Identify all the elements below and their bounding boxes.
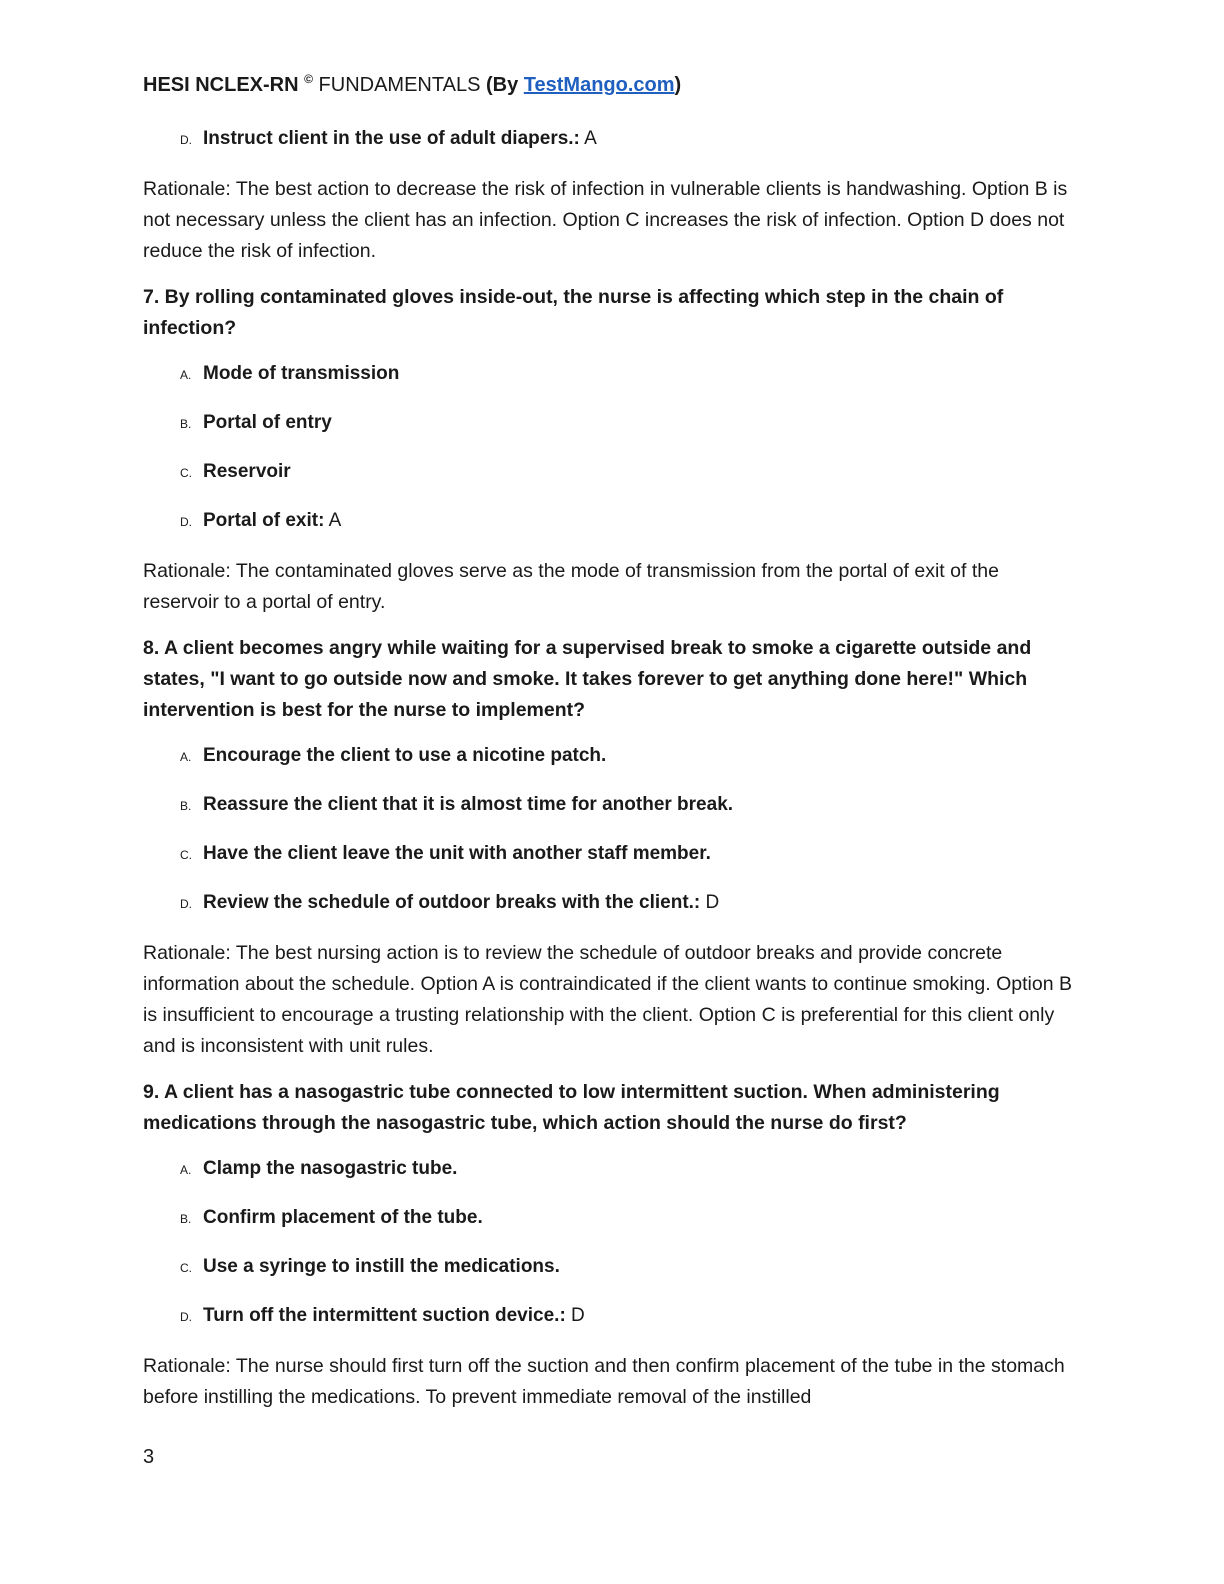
option-letter: A. (180, 750, 192, 764)
page-number: 3 (143, 1446, 155, 1468)
option-letter: C. (180, 848, 192, 862)
option-text: Turn off the intermittent suction device.: (203, 1305, 566, 1326)
q9-rationale: Rationale: The nurse should first turn off the suction and then confirm placement of the tube in the stomach before instilling the medications. To prevent immediate removal of the instilled (143, 1355, 1065, 1408)
q9-option-a (180, 1155, 1073, 1184)
q7-rationale: Rationale: The contaminated gloves serve as the mode of transmission from the portal of exit of the reservoir to a portal of entry. (143, 560, 999, 613)
q8-option-c (180, 840, 1073, 869)
option-text: Instruct client in the use of adult diapers.: (203, 128, 580, 149)
option-text: Reservoir (203, 461, 291, 482)
header-title: HESI NCLEX-RN (143, 74, 299, 96)
testmango-link[interactable]: TestMango.com (523, 74, 675, 96)
option-text: Reassure the client that it is almost time for another break. (203, 794, 734, 815)
option-text: Confirm placement of the tube. (203, 1207, 483, 1228)
q9-option-d (180, 1302, 1073, 1331)
option-letter: B. (180, 1212, 192, 1226)
q8-rationale: Rationale: The best nursing action is to review the schedule of outdoor breaks and provide concrete information about the schedule. Option A is contraindicated if the client wants to continue smoking. Option B is insufficient to encourage a trusting relationship with the client. Option C is preferential for this client only and is inconsistent with unit rules. (143, 942, 1072, 1057)
option-letter: A. (180, 368, 192, 382)
q9-option-b (180, 1204, 1073, 1233)
option-answer: A (324, 510, 342, 531)
q7-option-b (180, 409, 1073, 438)
q6-option-d (180, 125, 1073, 154)
option-text: Have the client leave the unit with another staff member. (203, 843, 711, 864)
q9-option-c (180, 1253, 1073, 1282)
option-answer: A (579, 128, 597, 149)
q7-option-c (180, 458, 1073, 487)
header-by-close: ) (674, 74, 682, 96)
option-text: Encourage the client to use a nicotine patch. (203, 745, 607, 766)
option-text: Mode of transmission (203, 363, 400, 384)
document-page (143, 72, 1073, 1428)
header-by-open: (By (485, 74, 519, 96)
page-header (143, 74, 1073, 97)
option-answer: D (700, 892, 720, 913)
option-letter: D. (180, 1310, 192, 1324)
option-letter: D. (180, 897, 192, 911)
q8-option-a (180, 742, 1073, 771)
q8-option-b (180, 791, 1073, 820)
option-text: Portal of entry (203, 412, 332, 433)
q7-option-d (180, 507, 1073, 536)
option-text: Use a syringe to instill the medications. (203, 1256, 560, 1277)
option-letter: C. (180, 1261, 192, 1275)
copyright-symbol: © (304, 72, 313, 86)
q7-question: 7. By rolling contaminated gloves inside-out, the nurse is affecting which step in the chain of infection? (143, 286, 1004, 339)
option-text: Portal of exit: (203, 510, 325, 531)
q7-option-a (180, 360, 1073, 389)
q9-question: 9. A client has a nasogastric tube connected to low intermittent suction. When administering medications through the nasogastric tube, which action should the nurse do first? (143, 1081, 1000, 1134)
option-answer: D (565, 1305, 585, 1326)
option-letter: C. (180, 466, 192, 480)
option-letter: A. (180, 1163, 192, 1177)
option-letter: B. (180, 799, 192, 813)
option-letter: D. (180, 515, 192, 529)
option-text: Clamp the nasogastric tube. (203, 1158, 458, 1179)
option-letter: B. (180, 417, 192, 431)
q8-option-d (180, 889, 1073, 918)
option-text: Review the schedule of outdoor breaks with the client.: (203, 892, 701, 913)
option-letter: D. (180, 133, 192, 147)
q6-rationale: Rationale: The best action to decrease the risk of infection in vulnerable clients is handwashing. Option B is not necessary unless the client has an infection. Option C increases the risk of infection. Option D does not reduce the risk of infection. (143, 178, 1068, 262)
header-subtitle: FUNDAMENTALS (318, 74, 481, 96)
q8-question: 8. A client becomes angry while waiting for a supervised break to smoke a cigarette outside and states, "I want to go outside now and smoke. It takes forever to get anything done here!" Which intervention is best for the nurse to implement? (143, 637, 1032, 721)
